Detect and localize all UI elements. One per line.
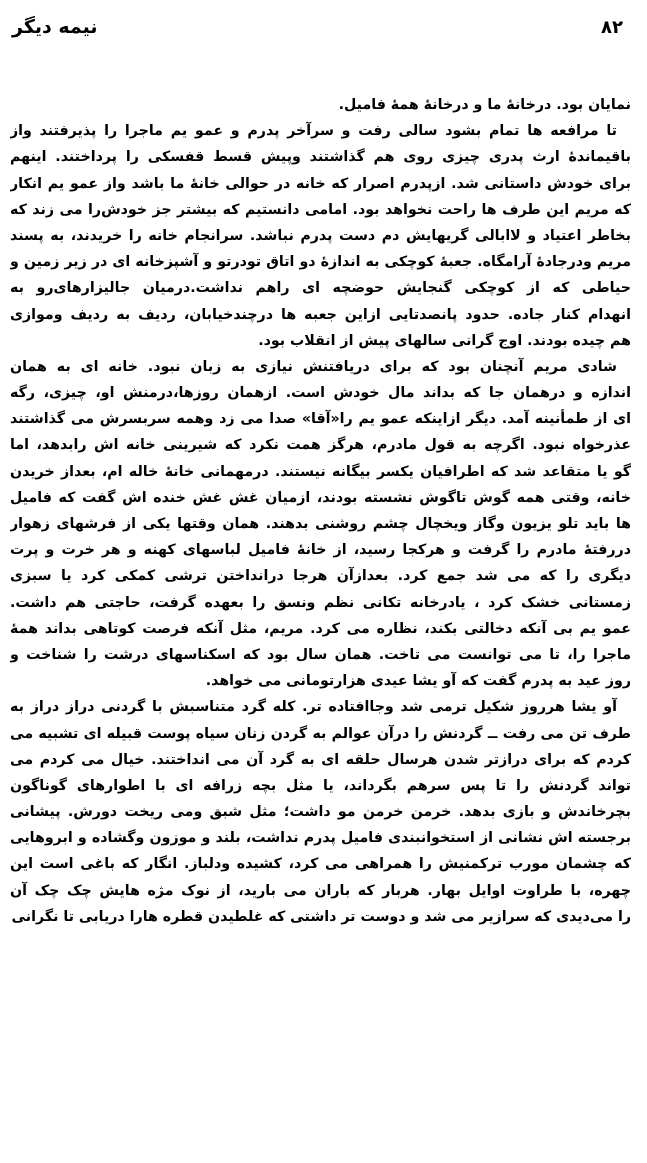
text-line: چهره، با طراوت اوایل بهار. هربار که باران می بارید، از نوک مژه هایش چک چک آن bbox=[10, 882, 631, 899]
text-line: ای از طمأنینه آمد. دیگر ازاینکه عمو یم را«آقا» صدا می زد وهمه سربسرش می گذاشتند bbox=[10, 411, 631, 428]
text-line: که چشمان مورب ترکمنیش را همراهی می کرد، کشیده ودلباز. انگار که باغی است این bbox=[10, 856, 631, 873]
text-line: که مریم این طرف ها راحت نخواهد بود. امامی دانستیم که بیشتر جز خودش‌را می زند که bbox=[10, 201, 631, 218]
paragraph bbox=[10, 118, 631, 354]
text-line: هم چیده بودند. اوج گرانی سالهای پیش از انقلاب بود. bbox=[258, 332, 631, 349]
text-line: اندازه و درهمان جا که بداند مال خودش است. ازهمان روزها،درمنش او، چیزی، رگه bbox=[10, 385, 631, 402]
text-line: انهدام کنار جاده. حدود پانصدتایی ازاین جعبه ها درچندخیابان، ردیف به ردیف وموازی bbox=[10, 306, 631, 323]
text-line: شادی مریم آنچنان بود که برای دریافتنش نیازی به زبان نبود. خانه ای به همان bbox=[10, 358, 617, 375]
paragraph bbox=[10, 92, 631, 118]
paragraph bbox=[10, 354, 631, 694]
paragraph bbox=[10, 694, 631, 930]
book-title: نیمه دیگر bbox=[12, 16, 98, 38]
text-line: آو یشا هرروز شکیل ترمی شد وجاافتاده تر. کله گرد متناسبش با گردنی دراز دراز به bbox=[10, 699, 617, 716]
text-line: عذرخواه نبود. اگرچه به قول مادرم، هرگز همت نکرد که شیرینی خانه اش رابدهد، اما bbox=[10, 437, 631, 454]
text-line: طرف تن می رفت ــ گردنش را درآن عوالم به گردن زنان سیاه پوست قبیله ای تشبیه می bbox=[10, 725, 631, 742]
text-line: گو یا متقاعد شد که اطرافیان یکسر بیگانه نیستند. درمهمانی خانهٔ خاله ام، بعداز خریدن bbox=[10, 463, 631, 480]
text-line: تا مرافعه ها تمام بشود سالی رفت و سرآخر پدرم و عمو یم ماجرا را پذیرفتند واز bbox=[10, 123, 617, 140]
text-line: حیاطی که از کوچکی گنجایش حوضچه ای راهم نداشت.درمیان جالیزارهای‌رو به bbox=[10, 280, 631, 297]
text-line: برجسته اش نشانی از استخوانبندی فامیل پدرم نداشت، بلند و موزون وگشاده و ابروهایی bbox=[10, 830, 631, 847]
text-line: باقیماندهٔ ارث پدری چیزی روی هم گذاشتند وپیش قسط قفسکی را پرداختند. اینهم bbox=[10, 149, 631, 166]
text-line: خانه، وقتی همه گوش تاگوش نشسته بودند، ازمیان غش غش خنده اش گفت که فامیل bbox=[10, 489, 631, 506]
text-line: بخاطر اعتیاد و لاابالی گریهایش دم دست پدرم نباشد. سرانجام خانه را خریدند، به پسند bbox=[10, 227, 631, 244]
text-line: دیگری را که می شد جمع کرد. بعدازآن هرجا درانداختن ترشی کمکی کرد یا سبزی bbox=[10, 568, 631, 585]
page-number: ۸۲ bbox=[601, 16, 623, 38]
text-line: را می‌دیدی که سرازیر می شد و دوست تر داشتی که غلطیدن قطره هارا دریابی تا نگرانی bbox=[11, 908, 631, 925]
text-line: مریم ودرجادهٔ آرامگاه. جعبهٔ کوچکی به اندازهٔ دو اتاق تودرتو و آشپزخانه ای در زیر زمین و bbox=[10, 254, 631, 271]
page-header bbox=[12, 12, 623, 42]
text-line: تواند گردنش را تا پس سرهم بگرداند، یا مثل بچه زرافه ای با اطوارهای گوناگون bbox=[10, 777, 631, 794]
text-line: زمستانی خشک کرد ، یادرخانه تکانی نظم ونسق را بعهده گرفت، حاجتی هم داشت. bbox=[10, 594, 631, 611]
text-line: روز عید به پدرم گفت که آو یشا عیدی هزارتومانی می خواهد. bbox=[205, 673, 631, 690]
text-line: دررفتهٔ مادرم را گرفت و هرکجا رسید، از خانهٔ فامیل لباسهای کهنه و هر خرت و پرت bbox=[10, 542, 631, 559]
text-line: ها باید تلو یزیون وگاز ویخچال چشم روشنی بدهند. همان وقتها یکی از فرشهای زهوار bbox=[10, 516, 631, 532]
text-line: بچرخاندش و بازی بدهد. خرمن خرمن مو داشت؛ مثل شبق ومی ریخت دورش. پیشانی bbox=[10, 804, 631, 821]
text-line: نمایان بود. درخانهٔ ما و درخانهٔ همهٔ فامیل. bbox=[338, 97, 631, 113]
text-line: عمو یم بی آنکه دخالتی بکند، نظاره می کرد. مریم، مثل آنکه فرصت کوتاهی بداند همهٔ bbox=[10, 620, 631, 637]
text-line: کردم که برای درازتر شدن هرسال حلقه ای به گرد آن می انداختند. خیال می کردم می bbox=[10, 751, 631, 768]
body-text bbox=[10, 92, 631, 930]
text-line: برای خودش داستانی شد. ازپدرم اصرار که خانه در حوالی خانهٔ ما باشد واز عمو یم انکار bbox=[10, 175, 631, 192]
text-line: ماجرا را، تا می توانست می تاخت. همان سال بود که اسکناسهای درشت را شناخت و bbox=[10, 646, 631, 663]
